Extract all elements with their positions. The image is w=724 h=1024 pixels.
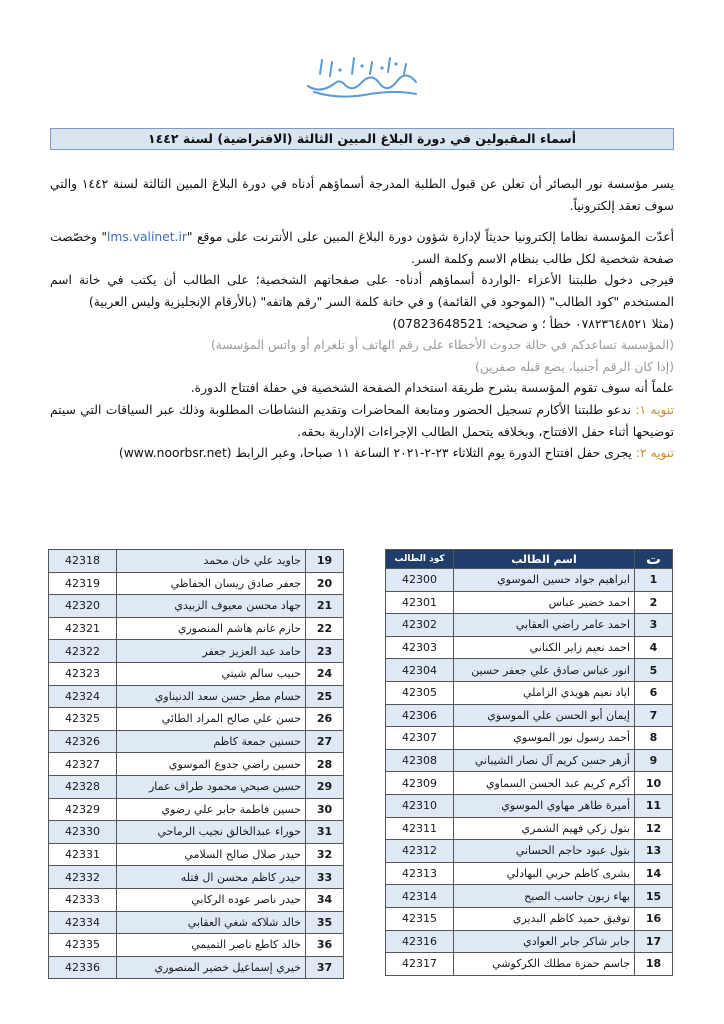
announcement-body [50,174,674,465]
student-name: حسين صبحي محمود طراف عمار [117,775,306,798]
student-name: حيدر صلال صالح السلامي [117,843,306,866]
table-row [49,550,344,573]
table-row [49,866,344,889]
support-note: (المؤسسة تساعدكم في حالة حدوث الأخطاء على رقم الهاتف أو تلغرام أو واتس المؤسسة) [210,338,674,353]
system-text-end: " وخصّصت صفحة شخصية لكل طالب بنظام الاسم وكلمة السر. [50,230,674,266]
student-name: حامد عبد العزيز جعفر [117,640,306,663]
table-row [386,704,673,727]
header-num: ت [635,550,673,569]
notice-1 [50,400,674,443]
table-row [49,617,344,640]
student-code: 42300 [386,569,454,592]
row-number: 14 [635,862,673,885]
table-row [49,775,344,798]
student-name: ابراهيم جواد حسين الموسوي [454,569,635,592]
student-name: جهاد محسن معيوف الزبيدي [117,595,306,618]
lms-link[interactable]: lms.valinet.ir [107,230,187,245]
header-name: اسم الطالب [454,550,635,569]
row-number: 4 [635,636,673,659]
row-number: 17 [635,930,673,953]
row-number: 6 [635,681,673,704]
row-number: 8 [635,727,673,750]
phone-example-start: (مثلا ٠٧٨٢٣٦٤٨٥٢١ خطأ ؛ و صحيحه: [483,316,674,331]
row-number: 37 [306,956,344,979]
student-code: 42322 [49,640,117,663]
student-name: حسن علي صالح المراد الطائي [117,708,306,731]
student-code: 42315 [386,907,454,930]
table-row [386,636,673,659]
student-name: بتول عبود حاجم الحساني [454,840,635,863]
row-number: 28 [306,753,344,776]
student-name: خالد شلاكه شغي العقابي [117,911,306,934]
table-row [386,659,673,682]
student-name: احمد خضير عباس [454,591,635,614]
student-name: إيمان أبو الحسن علي الموسوي [454,704,635,727]
row-number: 23 [306,640,344,663]
student-code: 42320 [49,595,117,618]
row-number: 10 [635,772,673,795]
student-name: حوراء عبدالخالق نجيب الرماحي [117,821,306,844]
phone-example-end: ) [392,316,398,331]
student-code: 42332 [49,866,117,889]
student-name: أكرم كريم عبد الحسن السماوي [454,772,635,795]
student-code: 42314 [386,885,454,908]
row-number: 9 [635,749,673,772]
row-number: 36 [306,934,344,957]
row-number: 20 [306,572,344,595]
system-paragraph [50,227,674,270]
student-name: بشرى كاظم حربي البهادلي [454,862,635,885]
table-row [386,817,673,840]
row-number: 5 [635,659,673,682]
row-number: 30 [306,798,344,821]
notice-2-text: يجرى حفل افتتاح الدورة يوم الثلاثاء ٢٣-٢-٢٠٢١ الساعة ١١ صباحا، وعبر الرابط [231,446,636,461]
student-name: حيدر ناصر عوده الركابي [117,888,306,911]
student-code: 42311 [386,817,454,840]
student-name: احمد عامر راضي العقابي [454,614,635,637]
student-name: حسين راضي جدوع الموسوي [117,753,306,776]
student-code: 42306 [386,704,454,727]
student-code: 42326 [49,730,117,753]
row-number: 7 [635,704,673,727]
student-name: أميرة طاهر مهاوي الموسوي [454,794,635,817]
table-row [49,662,344,685]
row-number: 3 [635,614,673,637]
student-name: خالد كاطع ناصر التميمي [117,934,306,957]
student-name: حسام مطر حسن سعد الدنيناوي [117,685,306,708]
student-name: اياد نعيم هويدي الزاملي [454,681,635,704]
table-row [49,911,344,934]
student-code: 42335 [49,934,117,957]
table-row [49,685,344,708]
row-number: 34 [306,888,344,911]
row-number: 11 [635,794,673,817]
table-row [386,681,673,704]
opening-explanation: علماً أنه سوف تقوم المؤسسة بشرح طريقة استخدام الصفحة الشخصية في حفلة افتتاح الدورة. [190,381,674,396]
table-row [386,727,673,750]
row-number: 35 [306,911,344,934]
student-code: 42319 [49,572,117,595]
row-number: 27 [306,730,344,753]
student-name: حازم غانم هاشم المنصوري [117,617,306,640]
student-name: أزهر حسن كريم آل نصار الشيباني [454,749,635,772]
noorbsr-link[interactable]: (www.noorbsr.net) [118,446,232,461]
student-code: 42329 [49,798,117,821]
row-number: 18 [635,953,673,976]
student-code: 42303 [386,636,454,659]
phone-example-number: 07823648521 [397,316,484,331]
table-row [49,640,344,663]
table-row [386,840,673,863]
table-row [49,572,344,595]
foreign-number-note: (إذا كان الرقم أجنبيا، يضع قبله صفرين) [475,359,674,374]
student-code: 42301 [386,591,454,614]
row-number: 29 [306,775,344,798]
student-name: بهاء زبون جاسب الصبح [454,885,635,908]
student-code: 42307 [386,727,454,750]
row-number: 24 [306,662,344,685]
login-instructions: فيرجى دخول طلبتنا الأعزاء -الواردة أسماؤهم أدناه- على صفحاتهم الشخصية؛ على الطالب أن يكتب في خانة اسم المستخدم "كود الطالب" (الموجود في القائمة) و في خانة كلمة السر "رقم هاتفه" (بالأرقام الإنجليزية وليس العربية) [50,273,674,309]
student-name: أحمد رسول نور الموسوي [454,727,635,750]
student-name: جاسم حمزة مطلك الكركوشي [454,953,635,976]
row-number: 13 [635,840,673,863]
row-number: 16 [635,907,673,930]
table-header-row [386,550,673,569]
row-number: 19 [306,550,344,573]
student-name: حسنين جمعة كاظم [117,730,306,753]
student-code: 42327 [49,753,117,776]
notice-1-label: تنويه ۱: [635,402,674,417]
table-row [49,956,344,979]
table-row [49,843,344,866]
page-title: أسماء المقبولين في دورة البلاغ المبين الثالثة (الافتراضية) لسنة ١٤٤٢ [50,128,674,150]
student-name: توفيق حميد كاظم البديري [454,907,635,930]
student-code: 42330 [49,821,117,844]
table-row [49,753,344,776]
table-row [49,821,344,844]
basmala-calligraphy [300,52,424,102]
system-text-start: أعدّت المؤسسة نظاما إلكترونيا حديثاً لإدارة شؤون دورة البلاغ المبين على الأنترنت على موقع " [186,230,674,245]
phone-example [50,314,674,336]
table-row [49,595,344,618]
intro-paragraph: يسر مؤسسة نور البصائر أن تعلن عن قبول الطلبة المدرجة أسماؤهم أدناه في دورة البلاغ المبين الثالثة لسنة ١٤٤٢ والتي سوف تعقد إلكترونياً. [50,177,674,213]
row-number: 25 [306,685,344,708]
row-number: 1 [635,569,673,592]
student-code: 42333 [49,888,117,911]
student-code: 42308 [386,749,454,772]
table-row [386,953,673,976]
table-row [49,888,344,911]
student-name: انور عباس صادق علي جعفر حسين [454,659,635,682]
notice-2 [50,443,674,465]
student-code: 42331 [49,843,117,866]
student-code: 42323 [49,662,117,685]
table-row [386,591,673,614]
student-code: 42312 [386,840,454,863]
table-row [49,708,344,731]
table-row [386,862,673,885]
student-code: 42325 [49,708,117,731]
student-code: 42318 [49,550,117,573]
student-name: حسين فاطمة جابر علي رضوي [117,798,306,821]
student-code: 42316 [386,930,454,953]
table-row [386,614,673,637]
student-code: 42310 [386,794,454,817]
student-code: 42313 [386,862,454,885]
student-name: حبيب سالم شيتي [117,662,306,685]
row-number: 33 [306,866,344,889]
student-code: 42334 [49,911,117,934]
row-number: 22 [306,617,344,640]
table-row [386,569,673,592]
table-row [49,730,344,753]
header-code: كود الطالب [386,550,454,569]
row-number: 2 [635,591,673,614]
table-row [386,749,673,772]
table-row [386,885,673,908]
student-name: بتول زكي فهيم الشمري [454,817,635,840]
table-row [386,772,673,795]
row-number: 32 [306,843,344,866]
table-row [386,930,673,953]
student-name: احمد نعيم زاير الكناني [454,636,635,659]
students-table-left [48,549,344,979]
student-code: 42309 [386,772,454,795]
table-row [386,907,673,930]
student-code: 42328 [49,775,117,798]
student-name: حيدر كاظم محسن ال فتله [117,866,306,889]
student-code: 42304 [386,659,454,682]
student-code: 42302 [386,614,454,637]
row-number: 26 [306,708,344,731]
student-code: 42321 [49,617,117,640]
row-number: 21 [306,595,344,618]
row-number: 15 [635,885,673,908]
student-name: خيري إسماعيل خضير المنصوري [117,956,306,979]
student-name: جابر شاكر جابر العوادي [454,930,635,953]
table-row [49,934,344,957]
row-number: 12 [635,817,673,840]
row-number: 31 [306,821,344,844]
notice-1-text: ندعو طلبتنا الأكارم تسجيل الحضور ومتابعة المحاضرات وتقديم النشاطات المطلوبة وذلك عبر السياقات التي سيتم توضيحها أثناء حفل الافتتاح، وبخلافه يتحمل الطالب الإجراءات الإدارية بحقه. [50,402,674,439]
basmala-logo-icon [300,52,424,102]
student-code: 42324 [49,685,117,708]
student-name: جعفر صادق ريسان الحفاظي [117,572,306,595]
students-table-right [385,549,673,976]
table-row [49,798,344,821]
table-row [386,794,673,817]
student-code: 42305 [386,681,454,704]
notice-2-label: تنويه ۲: [635,446,674,461]
student-code: 42317 [386,953,454,976]
student-code: 42336 [49,956,117,979]
student-name: جاويد علي خان محمد [117,550,306,573]
